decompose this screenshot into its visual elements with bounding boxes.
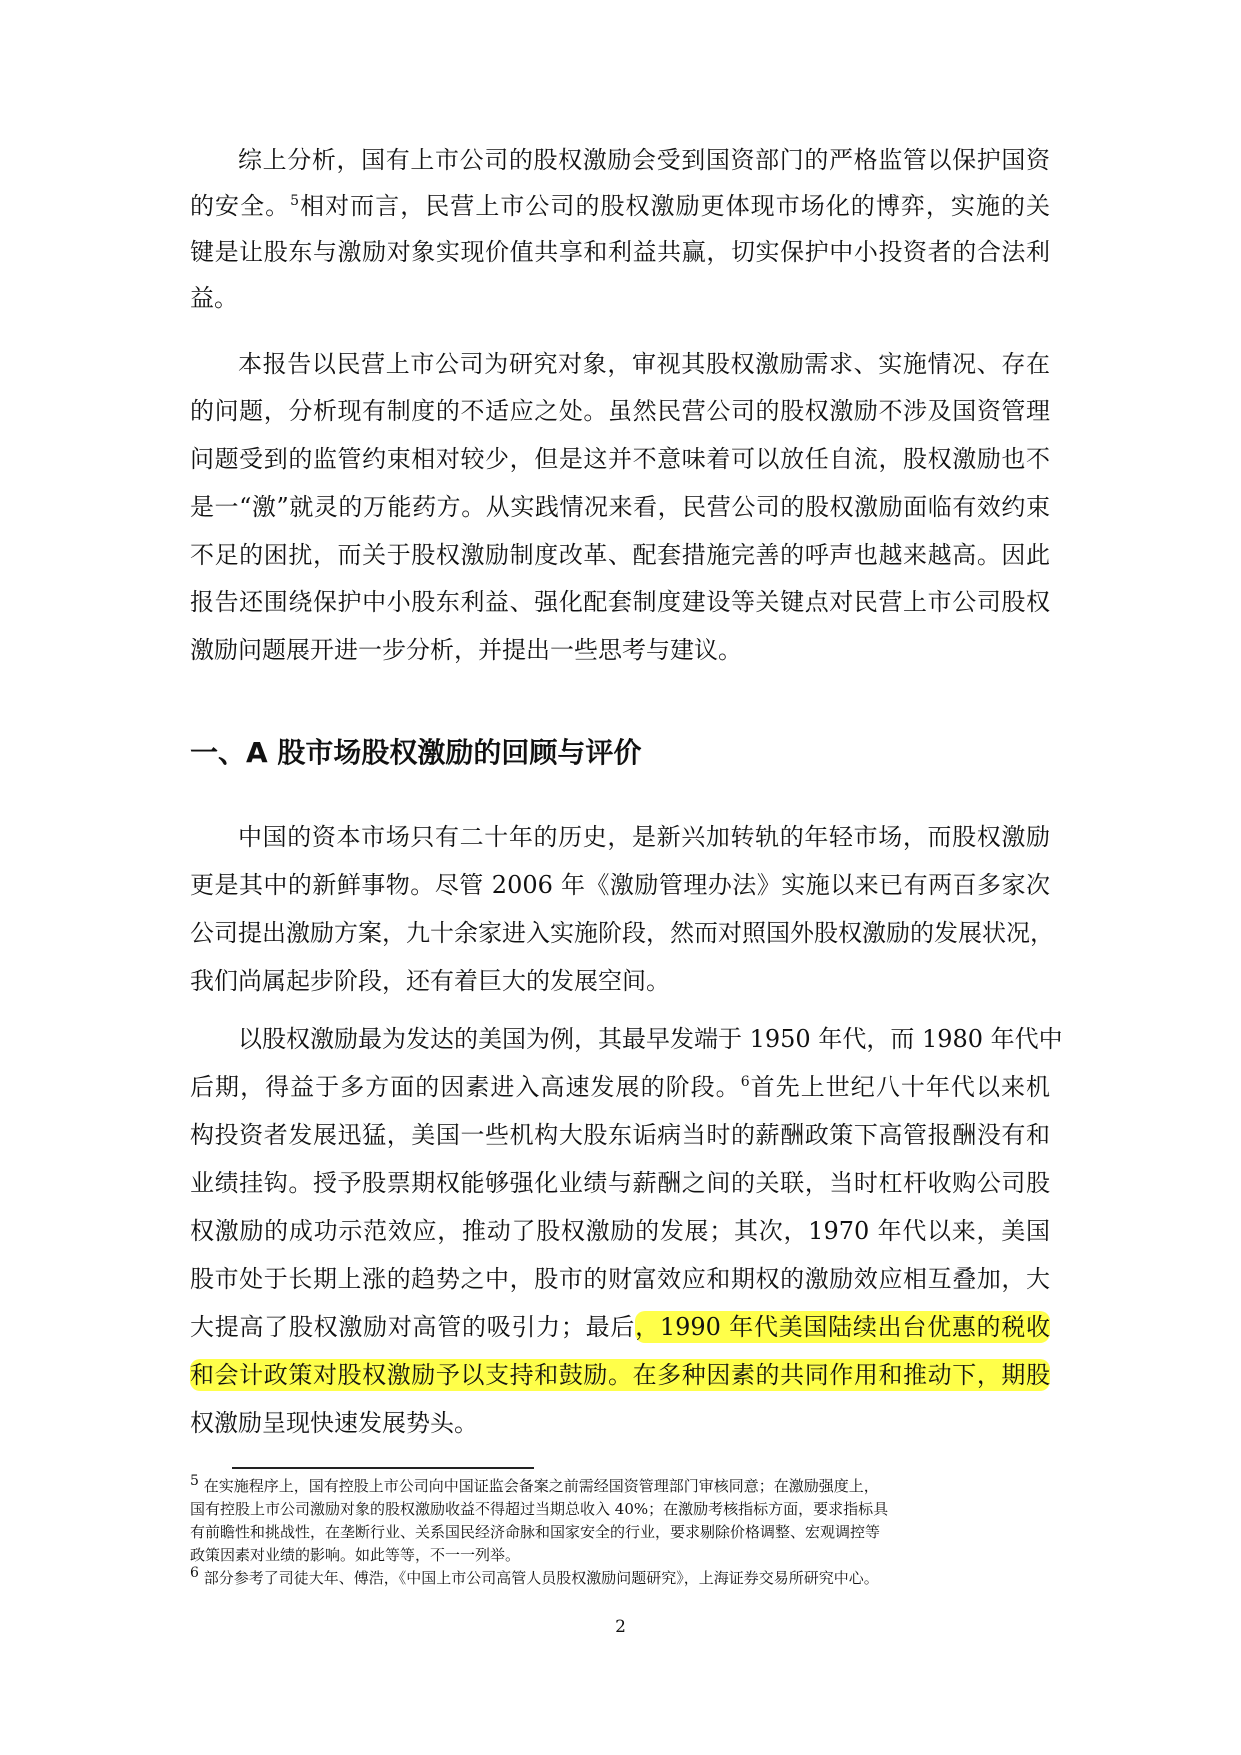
footnote-6: 6 部分参考了司徒大年、傅浩，《中国上市公司高管人员股权激励问题研究》，上海证券交易所研究中心。: [190, 1565, 879, 1587]
footnote-separator: [232, 1467, 534, 1469]
paragraph-line: 报告还围绕保护中小股东利益、强化配套制度建设等关键点对民营上市公司股权: [190, 588, 1050, 616]
paragraph-line: 权激励呈现快速发展势头。: [190, 1409, 478, 1437]
paragraph-line: 我们尚属起步阶段，还有着巨大的发展空间。: [190, 967, 670, 995]
footnote-mark: 6: [190, 1565, 199, 1581]
paragraph-line: 的问题，分析现有制度的不适应之处。虽然民营公司的股权激励不涉及国资管理: [190, 397, 1050, 425]
footnote-5: 5 在实施程序上，国有控股上市公司向中国证监会备案之前需经国资管理部门审核同意；在激励强度上，: [190, 1473, 879, 1495]
paragraph-line: 是一“激”就灵的万能药方。从实践情况来看，民营公司的股权激励面临有效约束: [190, 493, 1050, 521]
paragraph-line: 公司提出激励方案，九十余家进入实施阶段，然而对照国外股权激励的发展状况，: [190, 919, 1054, 947]
highlighted-text: ，1990 年代美国陆续出台优惠的税收: [635, 1313, 1051, 1341]
footnote-ref-6[interactable]: 6: [740, 1074, 750, 1090]
footnote-line: 国有控股上市公司激励对象的股权激励收益不得超过当期总收入 40%；在激励考核指标方面，要求指标具: [190, 1500, 889, 1518]
footnote-mark: 5: [190, 1473, 199, 1489]
page-number: 2: [615, 1617, 626, 1637]
paragraph-line: 后期，得益于多方面的因素进入高速发展的阶段。$^6$首先上世纪八十年代以来机: [190, 1073, 1051, 1101]
paragraph-line: 问题受到的监管约束相对较少，但是这并不意味着可以放任自流，股权激励也不: [190, 445, 1050, 473]
footnote-line: 政策因素对业绩的影响。如此等等，不一一列举。: [190, 1546, 521, 1564]
paragraph-line: 构投资者发展迅猛，美国一些机构大股东诟病当时的薪酬政策下高管报酬没有和: [190, 1121, 1050, 1149]
paragraph-line: 大提高了股权激励对高管的吸引力；最后，1990 年代美国陆续出台优惠的税收: [190, 1313, 1051, 1341]
paragraph-line: 综上分析，国有上市公司的股权激励会受到国资部门的严格监管以保护国资: [238, 146, 1050, 174]
paragraph-line: 权激励的成功示范效应，推动了股权激励的发展；其次，1970 年代以来，美国: [190, 1217, 1050, 1245]
highlighted-text: 和会计政策对股权激励予以支持和鼓励。在多种因素的共同作用和推动下，期股: [190, 1361, 1050, 1389]
footnote-ref-5[interactable]: 5: [290, 193, 300, 209]
paragraph-line: 更是其中的新鲜事物。尽管 2006 年《激励管理办法》实施以来已有两百多家次: [190, 871, 1050, 899]
paragraph-line: 股市处于长期上涨的趋势之中，股市的财富效应和期权的激励效应相互叠加，大: [190, 1265, 1050, 1293]
section-heading: 一、A 股市场股权激励的回顾与评价: [190, 736, 642, 769]
paragraph-line: 激励问题展开进一步分析，并提出一些思考与建议。: [190, 636, 742, 664]
paragraph-line: 本报告以民营上市公司为研究对象，审视其股权激励需求、实施情况、存在: [238, 350, 1050, 378]
paragraph-line: 不足的困扰，而关于股权激励制度改革、配套措施完善的呼声也越来越高。因此: [190, 541, 1050, 569]
paragraph-line: 以股权激励最为发达的美国为例，其最早发端于 1950 年代，而 1980 年代中: [238, 1025, 1063, 1053]
paragraph-line: [190, 1352, 1050, 1398]
footnote-line: 有前瞻性和挑战性，在垄断行业、关系国民经济命脉和国家安全的行业，要求剔除价格调整、宏观调控等: [190, 1523, 881, 1541]
paragraph-line: 业绩挂钩。授予股票期权能够强化业绩与薪酬之间的关联，当时杠杆收购公司股: [190, 1169, 1050, 1197]
paragraph-line: 的安全。$^5$相对而言，民营上市公司的股权激励更体现市场化的博弈，实施的关: [190, 192, 1051, 220]
paragraph-line: 键是让股东与激励对象实现价值共享和利益共赢，切实保护中小投资者的合法利: [190, 238, 1050, 266]
paragraph-line: 益。: [190, 284, 238, 312]
paragraph-line: 中国的资本市场只有二十年的历史，是新兴加转轨的年轻市场，而股权激励: [238, 823, 1050, 851]
